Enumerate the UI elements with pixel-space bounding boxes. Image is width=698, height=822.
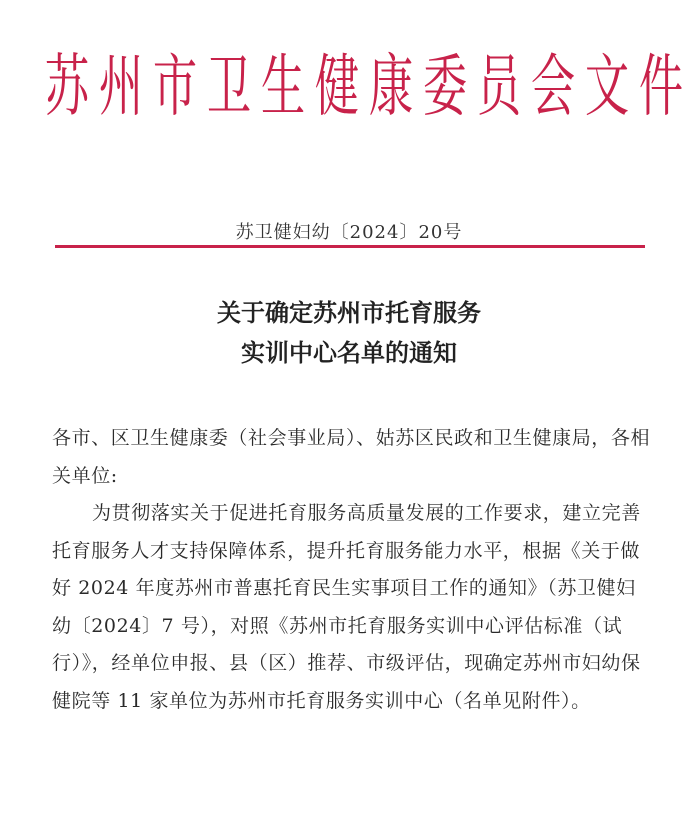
issuer-char: 文: [584, 47, 630, 126]
title-line-1: 关于确定苏州市托育服务: [217, 299, 481, 327]
issuer-char: 卫: [206, 47, 252, 126]
salutation: 各市、区卫生健康委（社会事业局）、姑苏区民政和卫生健康局，各相关单位:: [52, 427, 651, 487]
issuer-char: 州: [98, 47, 144, 126]
issuer-char: 委: [422, 47, 468, 126]
issuer-char: 件: [638, 47, 684, 126]
issuer-char: 会: [530, 47, 576, 126]
body-paragraph: 为贯彻落实关于促进托育服务高质量发展的工作要求，建立完善托育服务人才支持保障体系，提升托育服务能力水平，根据《关于做好 2024 年度苏州市普惠托育民生实事项目工作的通知》（苏卫健妇幼〔2024〕7 号），对照《苏州市托育服务实训中心评估标准（试行）》，经单位申报、县（区）推荐、市级评估，现确定苏州市妇幼保健院等 11 家单位为苏州市托育服务实训中心（名单见附件）。: [52, 502, 641, 712]
document-body: [52, 420, 652, 720]
title-line-2: 实训中心名单的通知: [241, 339, 457, 367]
red-divider-line: [55, 245, 645, 248]
issuer-header: [40, 31, 684, 144]
document-title: [0, 293, 698, 373]
document-number: 苏卫健妇幼〔2024〕20号: [235, 222, 463, 243]
issuer-char: 健: [314, 47, 360, 126]
issuer-char: 生: [260, 47, 306, 126]
issuer-char: 康: [368, 47, 414, 126]
issuer-char: 员: [476, 47, 522, 126]
issuer-char: 市: [152, 47, 198, 126]
issuer-char: 苏: [44, 47, 90, 126]
